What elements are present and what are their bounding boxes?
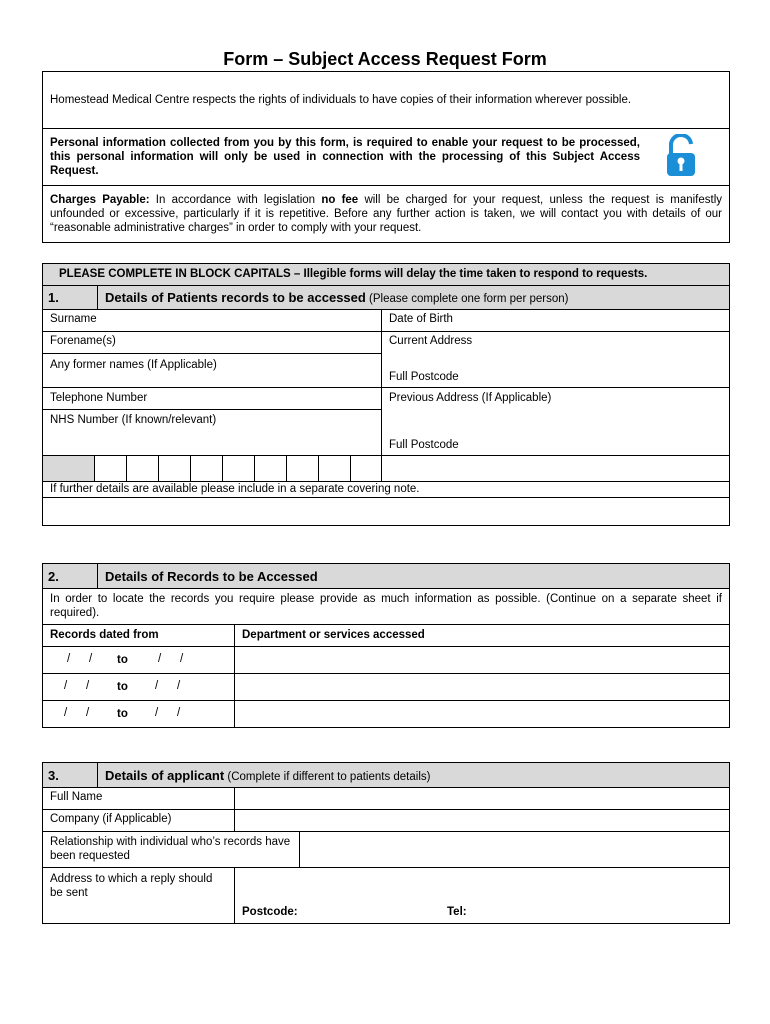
nhs-digit-box[interactable] bbox=[94, 455, 127, 482]
full-name-input[interactable] bbox=[234, 787, 730, 810]
date-slash: / bbox=[64, 707, 68, 719]
section1-heading bbox=[105, 290, 568, 305]
date-slash: / bbox=[180, 653, 184, 665]
date-slash: / bbox=[86, 680, 90, 692]
address-input[interactable] bbox=[234, 867, 730, 924]
date-slash: / bbox=[155, 707, 159, 719]
date-slash: / bbox=[177, 680, 181, 692]
surname-label: Surname bbox=[50, 313, 97, 325]
department-field[interactable] bbox=[234, 673, 730, 701]
date-to: to bbox=[117, 654, 128, 666]
date-slash: / bbox=[158, 653, 162, 665]
full-name-label: Full Name bbox=[50, 791, 103, 803]
previous-address-label: Previous Address (If Applicable) bbox=[389, 392, 552, 404]
date-to: to bbox=[117, 681, 128, 693]
relationship-label: Relationship with individual who’s records have been requested bbox=[50, 836, 291, 862]
postcode-label: Postcode: bbox=[242, 906, 298, 918]
page-title: Form – Subject Access Request Form bbox=[223, 49, 547, 69]
tel-label: Tel: bbox=[447, 906, 467, 918]
charges-text-part1: In accordance with legislation bbox=[149, 194, 322, 206]
section1-title: Details of Patients records to be accessed bbox=[105, 290, 366, 305]
block-capitals-notice: PLEASE COMPLETE IN BLOCK CAPITALS – Illegible forms will delay the time taken to respond to requests. bbox=[59, 268, 648, 280]
section2-number: 2. bbox=[48, 569, 59, 584]
nhs-digit-box[interactable] bbox=[350, 455, 382, 482]
open-padlock-icon bbox=[664, 134, 700, 178]
date-of-birth-label: Date of Birth bbox=[389, 313, 453, 325]
rights-text: Homestead Medical Centre respects the rights of individuals to have copies of their information wherever possible. bbox=[50, 94, 632, 106]
full-postcode-label-1: Full Postcode bbox=[389, 371, 459, 383]
nhs-digit-box[interactable] bbox=[318, 455, 351, 482]
nhs-digit-box[interactable] bbox=[158, 455, 191, 482]
nhs-row-right-cell bbox=[381, 455, 730, 482]
department-field[interactable] bbox=[234, 700, 730, 728]
section3-heading bbox=[105, 768, 430, 783]
address-label: Address to which a reply should be sent bbox=[50, 873, 213, 899]
date-slash: / bbox=[155, 680, 159, 692]
date-slash: / bbox=[89, 653, 93, 665]
date-to: to bbox=[117, 708, 128, 720]
section2-title: Details of Records to be Accessed bbox=[105, 569, 318, 584]
date-slash: / bbox=[64, 680, 68, 692]
date-slash: / bbox=[67, 653, 71, 665]
forenames-label: Forename(s) bbox=[50, 335, 116, 347]
nhs-digit-box[interactable] bbox=[286, 455, 319, 482]
nhs-number-label: NHS Number (If known/relevant) bbox=[50, 414, 217, 426]
date-range-field[interactable] bbox=[42, 673, 235, 701]
date-slash: / bbox=[177, 707, 181, 719]
former-names-label: Any former names (If Applicable) bbox=[50, 359, 217, 371]
intro-divider-2 bbox=[42, 185, 730, 186]
date-slash: / bbox=[86, 707, 90, 719]
personal-info-text: Personal information collected from you by this form, is required to enable your request to be processed, this personal information will only be used in connection with the processing of this Subject Access Request. bbox=[50, 137, 640, 177]
current-address-label: Current Address bbox=[389, 335, 473, 347]
further-details-label: If further details are available please include in a separate covering note. bbox=[50, 483, 420, 495]
company-label: Company (if Applicable) bbox=[50, 813, 172, 825]
section2-instructions: In order to locate the records you require please provide as much information as possible. (Continue on a separate sheet if required). bbox=[50, 593, 722, 619]
relationship-input[interactable] bbox=[299, 831, 730, 868]
dated-from-header: Records dated from bbox=[50, 629, 159, 641]
charges-no-fee: no fee bbox=[321, 194, 359, 206]
section1-subtitle: (Please complete one form per person) bbox=[369, 293, 569, 305]
full-postcode-label-2: Full Postcode bbox=[389, 439, 459, 451]
further-details-field[interactable] bbox=[42, 497, 730, 526]
nhs-digit-box[interactable] bbox=[190, 455, 223, 482]
section3-subtitle: (Complete if different to patients details) bbox=[227, 771, 431, 783]
section3-title: Details of applicant bbox=[105, 768, 225, 783]
telephone-label: Telephone Number bbox=[50, 392, 148, 404]
nhs-digit-box[interactable] bbox=[254, 455, 287, 482]
section1-number: 1. bbox=[48, 290, 59, 305]
nhs-digit-box[interactable] bbox=[222, 455, 255, 482]
nhs-box-grey bbox=[42, 455, 95, 482]
charges-label: Charges Payable: bbox=[50, 194, 150, 206]
department-field[interactable] bbox=[234, 646, 730, 674]
section3-number: 3. bbox=[48, 768, 59, 783]
date-range-field[interactable] bbox=[42, 646, 235, 674]
charges-text bbox=[50, 193, 722, 235]
nhs-digit-box[interactable] bbox=[126, 455, 159, 482]
department-header: Department or services accessed bbox=[242, 629, 425, 641]
intro-divider-1 bbox=[42, 128, 730, 129]
company-input[interactable] bbox=[234, 809, 730, 832]
charges-text-part2: will be charged for your request, unless the request is manifestly unfounded or excessive, particularly if it is repetitive. Before any further action is taken, we will contact you with details of our “reasonable administrative charges” in order to comply with your request. bbox=[50, 194, 723, 234]
date-range-field[interactable] bbox=[42, 700, 235, 728]
